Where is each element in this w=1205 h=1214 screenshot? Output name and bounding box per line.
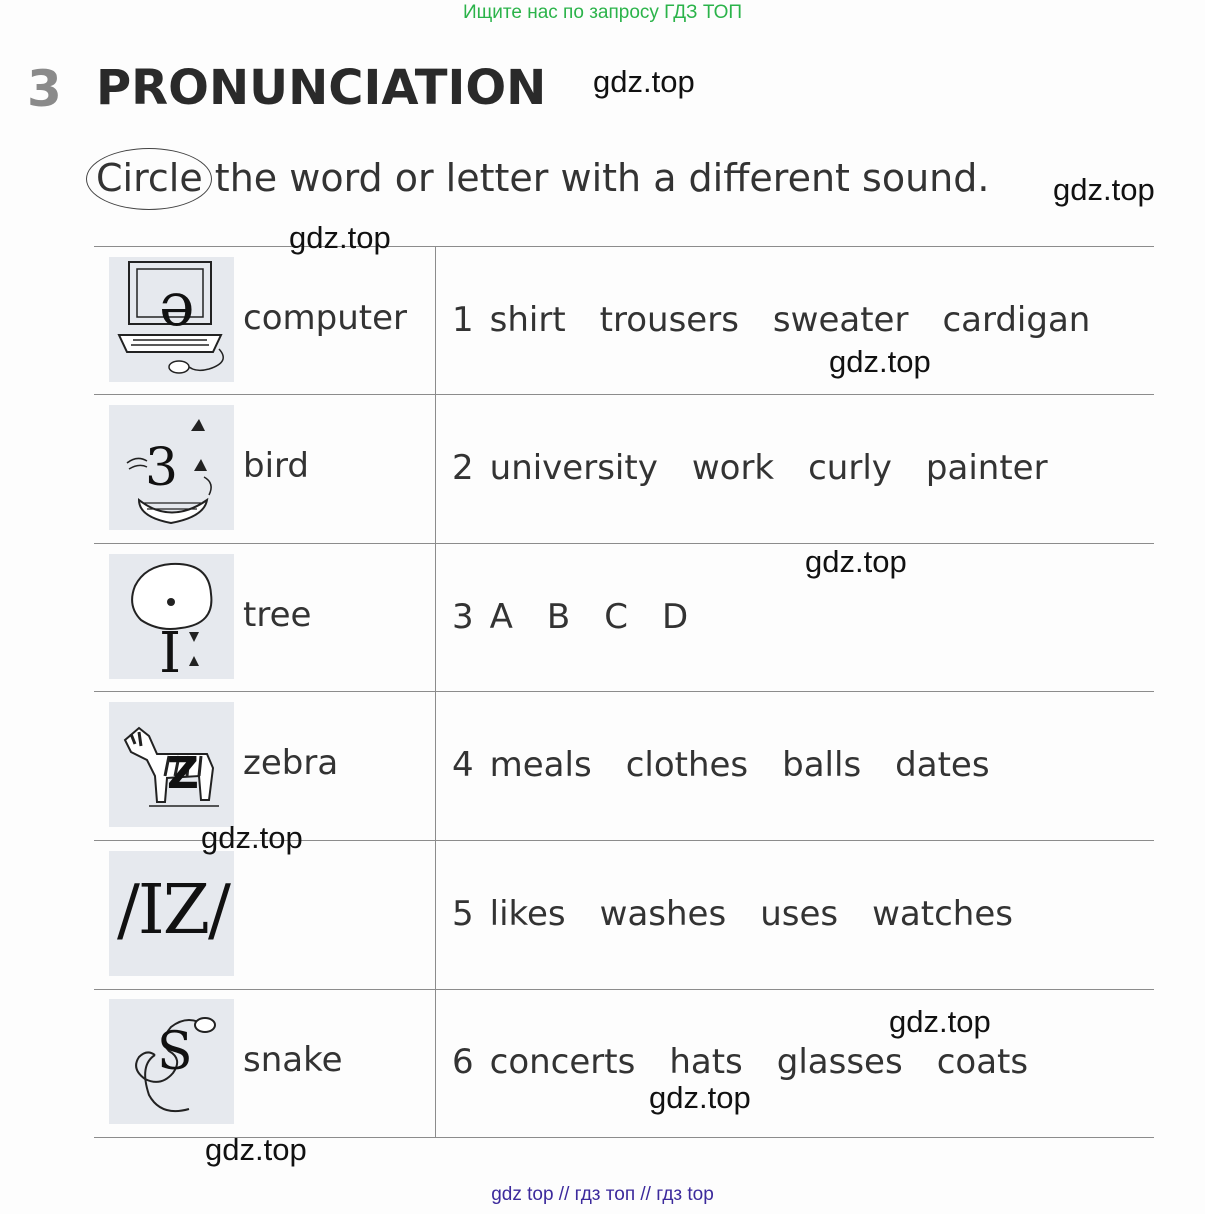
svg-text:3: 3 [145,438,179,498]
item-number: 5 [452,894,474,934]
option-word[interactable]: work [691,448,775,488]
item-number: 3 [452,597,474,637]
svg-text:S: S [157,1022,193,1082]
option-word[interactable]: hats [669,1042,743,1082]
item-number: 2 [452,448,474,488]
example-word: zebra [243,743,339,783]
table-line [94,394,1154,395]
word-set-3 [452,597,722,637]
watermark: gdz.top [1053,172,1155,207]
bottom-banner: gdz top // гдз топ // гдз top [491,1184,714,1205]
svg-text:I: I [159,621,182,679]
section-title: PRONUNCIATION [96,60,547,116]
option-word[interactable]: trousers [599,300,739,340]
word-set-5 [452,894,1047,934]
option-word[interactable]: university [489,448,658,488]
circled-word [96,156,203,200]
option-word[interactable]: coats [936,1042,1029,1082]
watermark: gdz.top [201,820,303,855]
top-banner: Ищите нас по запросу ГДЗ ТОП [462,2,743,23]
ipa-text: /IZ/ [117,871,229,950]
option-letter[interactable]: D [661,597,689,637]
option-word[interactable]: watches [872,894,1013,934]
option-word[interactable]: glasses [776,1042,903,1082]
item-number: 4 [452,745,474,785]
option-word[interactable]: shirt [489,300,566,340]
watermark: gdz.top [829,344,931,379]
word-set-2 [452,448,1082,488]
word-set-6 [452,1042,1062,1082]
snake-icon [109,999,234,1124]
table-line [94,691,1154,692]
word-set-4 [452,745,1024,785]
tree-icon [109,554,234,679]
option-word[interactable]: clothes [625,745,749,785]
watermark: gdz.top [649,1080,751,1115]
option-word[interactable]: balls [782,745,862,785]
ipa-iz-symbol [109,851,234,976]
instruction [96,156,989,200]
section-number: 3 [27,60,62,118]
watermark: gdz.top [289,220,391,255]
svg-text:ə: ə [159,270,195,340]
word-set-1 [452,300,1124,340]
option-word[interactable]: painter [925,448,1048,488]
option-letter[interactable]: B [546,597,571,637]
instruction-circled-text: Circle [96,156,203,200]
option-letter[interactable]: A [489,597,513,637]
option-word[interactable]: concerts [489,1042,636,1082]
option-word[interactable]: meals [489,745,592,785]
zebra-icon [109,702,234,827]
instruction-text: the word or letter with a different sound. [202,156,990,200]
svg-text:Z: Z [167,748,199,799]
option-word[interactable]: likes [489,894,566,934]
watermark: gdz.top [805,544,907,579]
example-word: snake [243,1040,343,1080]
table-line [94,989,1154,990]
option-word[interactable]: dates [895,745,990,785]
item-number: 1 [452,300,474,340]
example-word: tree [243,595,312,635]
example-word: computer [243,298,407,338]
example-word: bird [243,446,309,486]
item-number: 6 [452,1042,474,1082]
option-word[interactable]: washes [599,894,727,934]
option-word[interactable]: sweater [772,300,909,340]
table-line [94,543,1154,544]
watermark: gdz.top [593,64,695,99]
option-letter[interactable]: C [604,597,628,637]
table-divider [435,247,436,1137]
table-line [94,246,1154,247]
bird-icon [109,405,234,530]
option-word[interactable]: uses [760,894,839,934]
option-word[interactable]: cardigan [942,300,1091,340]
option-word[interactable]: curly [808,448,892,488]
watermark: gdz.top [889,1004,991,1039]
watermark: gdz.top [205,1132,307,1167]
computer-icon [109,257,234,382]
